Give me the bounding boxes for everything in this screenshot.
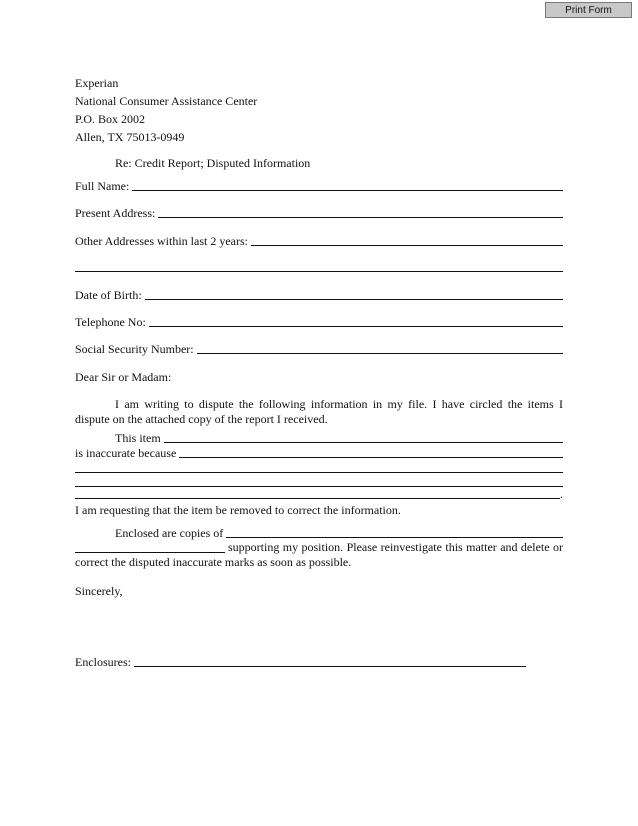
recipient-city: Allen, TX 75013-0949 xyxy=(75,130,185,144)
date-of-birth-row xyxy=(75,288,563,302)
inaccurate-because-field[interactable] xyxy=(179,445,563,458)
present-address-field[interactable] xyxy=(158,205,563,218)
print-form-button[interactable]: Print Form xyxy=(545,2,632,18)
enclosed-field-2[interactable] xyxy=(75,552,225,553)
supporting-paragraph: supporting my position. Please reinvestigate this matter and delete or correct the disputed inaccurate marks as soon as possible. xyxy=(75,540,563,569)
enclosures-label: Enclosures: xyxy=(75,655,131,669)
full-name-field[interactable] xyxy=(132,178,563,191)
enclosures-row xyxy=(75,655,526,669)
intro-paragraph: I am writing to dispute the following information in my file. I have circled the items I dispute on the attached copy of the report I received. xyxy=(75,397,563,426)
other-addresses-field[interactable] xyxy=(251,233,563,246)
enclosed-field[interactable] xyxy=(226,525,563,538)
recipient-name: Experian xyxy=(75,76,119,90)
recipient-org: National Consumer Assistance Center xyxy=(75,94,258,108)
request-line: I am requesting that the item be removed to correct the information. xyxy=(75,503,401,517)
enclosed-label: Enclosed are copies of xyxy=(115,526,224,540)
inaccurate-because-field-2[interactable] xyxy=(75,472,563,473)
date-of-birth-label: Date of Birth: xyxy=(75,288,142,302)
ssn-field[interactable] xyxy=(197,341,563,354)
inaccurate-because-row xyxy=(75,446,563,460)
other-addresses-label: Other Addresses within last 2 years: xyxy=(75,234,248,248)
other-addresses-field-2[interactable] xyxy=(75,271,563,272)
this-item-row xyxy=(115,431,563,445)
this-item-field[interactable] xyxy=(164,430,563,443)
date-of-birth-field[interactable] xyxy=(145,287,563,300)
recipient-pobox: P.O. Box 2002 xyxy=(75,112,146,126)
inaccurate-period: . xyxy=(560,487,563,501)
full-name-label: Full Name: xyxy=(75,179,130,193)
this-item-label: This item xyxy=(115,431,161,445)
closing: Sincerely, xyxy=(75,584,123,598)
inaccurate-because-field-4[interactable] xyxy=(75,486,560,499)
other-addresses-row xyxy=(75,234,563,248)
ssn-row xyxy=(75,342,563,356)
telephone-field[interactable] xyxy=(149,314,563,327)
full-name-row xyxy=(75,179,563,193)
ssn-label: Social Security Number: xyxy=(75,342,194,356)
enclosed-row xyxy=(115,526,563,540)
subject-line: Re: Credit Report; Disputed Information xyxy=(115,156,311,170)
enclosures-field[interactable] xyxy=(134,654,526,667)
present-address-label: Present Address: xyxy=(75,206,156,220)
inaccurate-because-row-4 xyxy=(75,487,563,501)
telephone-label: Telephone No: xyxy=(75,315,146,329)
telephone-row xyxy=(75,315,563,329)
salutation: Dear Sir or Madam: xyxy=(75,370,172,384)
inaccurate-because-label: is inaccurate because xyxy=(75,446,177,460)
present-address-row xyxy=(75,206,563,220)
